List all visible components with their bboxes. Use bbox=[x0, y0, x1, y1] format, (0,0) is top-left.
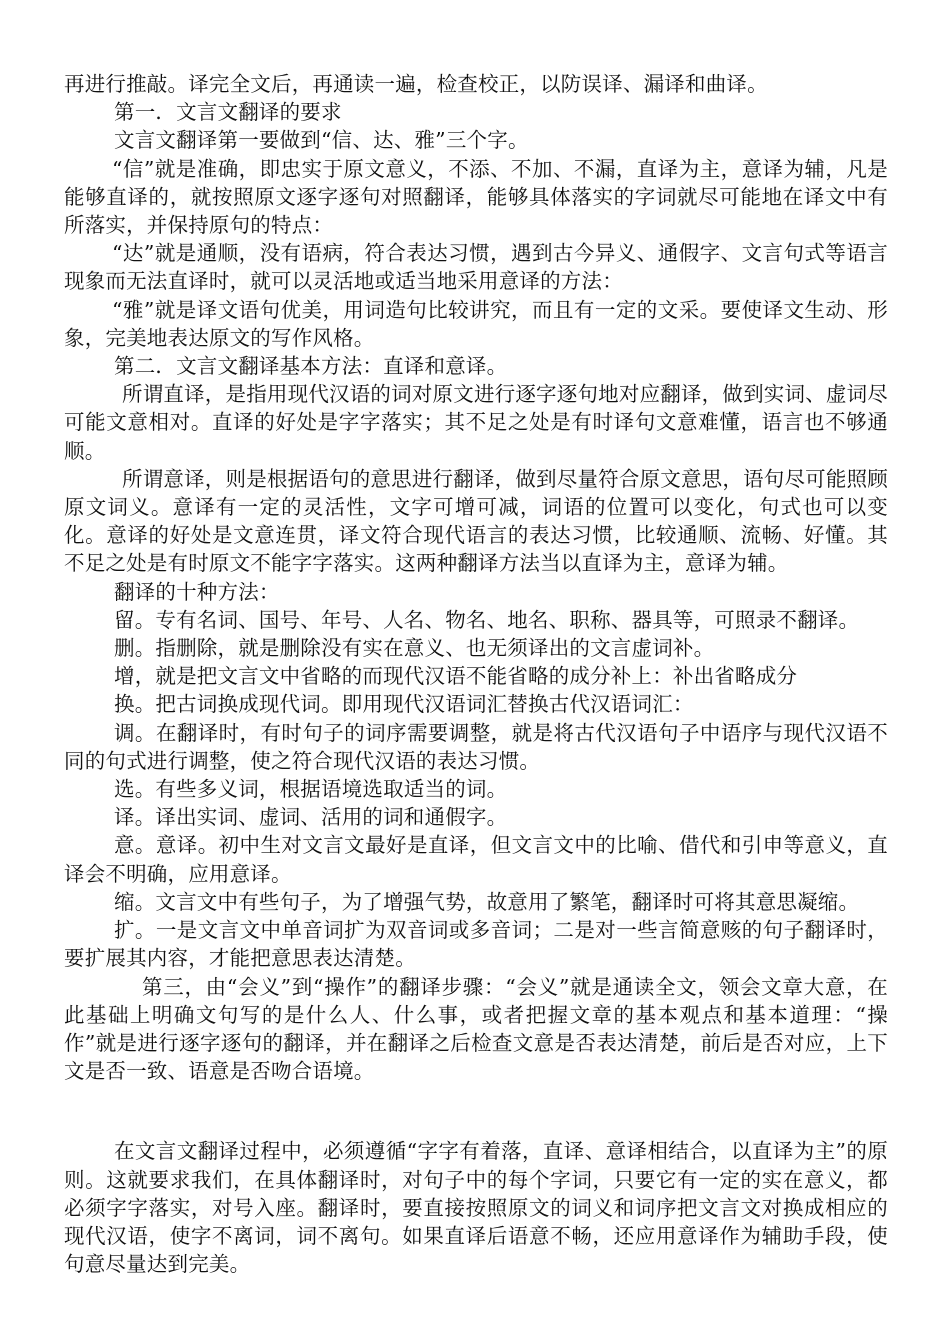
method-translate: 译。译出实词、虚词、活用的词和通假字。 bbox=[114, 805, 508, 830]
paragraph-free-translation: 所谓意译，则是根据语句的意思进行翻译，做到尽量符合原文意思，语句尽可能照顾原文词义。意译有一定的灵活性，文字可增可减，词语的位置可以变化，句式也可以变化。意译的好处是文意连贯，译文符合现代语言的表达习惯，比较通顺、流畅、好懂。其不足之处是有时原文不能字字落实。这两种翻译方法当以直译为主，意译为辅。 bbox=[64, 466, 888, 576]
paragraph-translation-steps: 第三，由“会义”到“操作”的翻译步骤：“会义”就是通读全文，领会文章大意，在此基础上明确文句写的是什么人、什么事，或者把握文章的基本观点和基本道理：“操作”就是进行逐字逐句的翻译，并在翻译之后检查文意是否表达清楚，前后是否对应，上下文是否一致、语意是否吻合语境。 bbox=[64, 974, 888, 1084]
paragraph-three-principles: 文言文翻译第一要做到“信、达、雅”三个字。 bbox=[114, 128, 529, 153]
method-condense: 缩。文言文中有些句子，为了增强气势，故意用了繁笔，翻译时可将其意思凝缩。 bbox=[114, 889, 860, 914]
method-add: 增，就是把文言文中省略的而现代汉语不能省略的成分补上：补出省略成分 bbox=[114, 664, 798, 689]
paragraph-ya-elegance: “雅”就是译文语句优美，用词造句比较讲究，而且有一定的文采。要使译文生动、形象，完美地表达原文的写作风格。 bbox=[64, 297, 888, 350]
heading-ten-methods: 翻译的十种方法： bbox=[114, 579, 280, 604]
method-select: 选。有些多义词，根据语境选取适当的词。 bbox=[114, 777, 508, 802]
paragraph-literal-translation: 所谓直译，是指用现代汉语的词对原文进行逐字逐句地对应翻译，做到实词、虚词尽可能文意相对。直译的好处是字字落实；其不足之处是有时译句文意难懂，语言也不够通顺。 bbox=[64, 382, 888, 463]
section-gap bbox=[64, 1085, 888, 1137]
method-delete: 删。指删除，就是删除没有实在意义、也无须译出的文言虚词补。 bbox=[114, 636, 715, 661]
document-body bbox=[64, 70, 888, 1278]
method-expand: 扩。一是文言文中单音词扩为双音词或多音词；二是对一些言简意赅的句子翻译时，要扩展其内容，才能把意思表达清楚。 bbox=[64, 918, 888, 971]
paragraph-xin-accuracy: “信”就是准确，即忠实于原文意义，不添、不加、不漏，直译为主，意译为辅，凡是能够直译的，就按照原文逐字逐句对照翻译，能够具体落实的字词就尽可能地在译文中有所落实，并保持原句的特点： bbox=[64, 156, 888, 238]
method-keep: 留。专有名词、国号、年号、人名、物名、地名、职称、器具等，可照录不翻译。 bbox=[114, 607, 860, 632]
paragraph-da-fluency: “达”就是通顺，没有语病，符合表达习惯，遇到古今异义、通假字、文言句式等语言现象而无法直译时，就可以灵活地或适当地采用意译的方法： bbox=[64, 241, 888, 294]
method-reorder: 调。在翻译时，有时句子的词序需要调整，就是将古代汉语句子中语序与现代汉语不同的句式进行调整，使之符合现代汉语的表达习惯。 bbox=[64, 720, 888, 773]
heading-translation-requirements: 第一．文言文翻译的要求 bbox=[114, 100, 342, 125]
method-paraphrase: 意。意译。初中生对文言文最好是直译，但文言文中的比喻、借代和引申等意义，直译会不明确，应用意译。 bbox=[64, 833, 888, 886]
paragraph-intro-continuation: 再进行推敲。译完全文后，再通读一遍，检查校正，以防误译、漏译和曲译。 bbox=[64, 72, 768, 96]
method-replace: 换。把古词换成现代词。即用现代汉语词汇替换古代汉语词汇： bbox=[114, 692, 694, 717]
paragraph-translation-principle: 在文言文翻译过程中，必须遵循“字字有着落，直译、意译相结合，以直译为主”的原则。这就要求我们，在具体翻译时，对句子中的每个字词，只要它有一定的实在意义，都必须字字落实，对号入座。翻译时，要直接按照原文的词义和词序把文言文对换成相应的现代汉语，使字不离词，词不离句。如果直译后语意不畅，还应用意译作为辅助手段，使句意尽量达到完美。 bbox=[64, 1139, 888, 1277]
heading-basic-methods: 第二．文言文翻译基本方法：直译和意译。 bbox=[114, 354, 508, 379]
